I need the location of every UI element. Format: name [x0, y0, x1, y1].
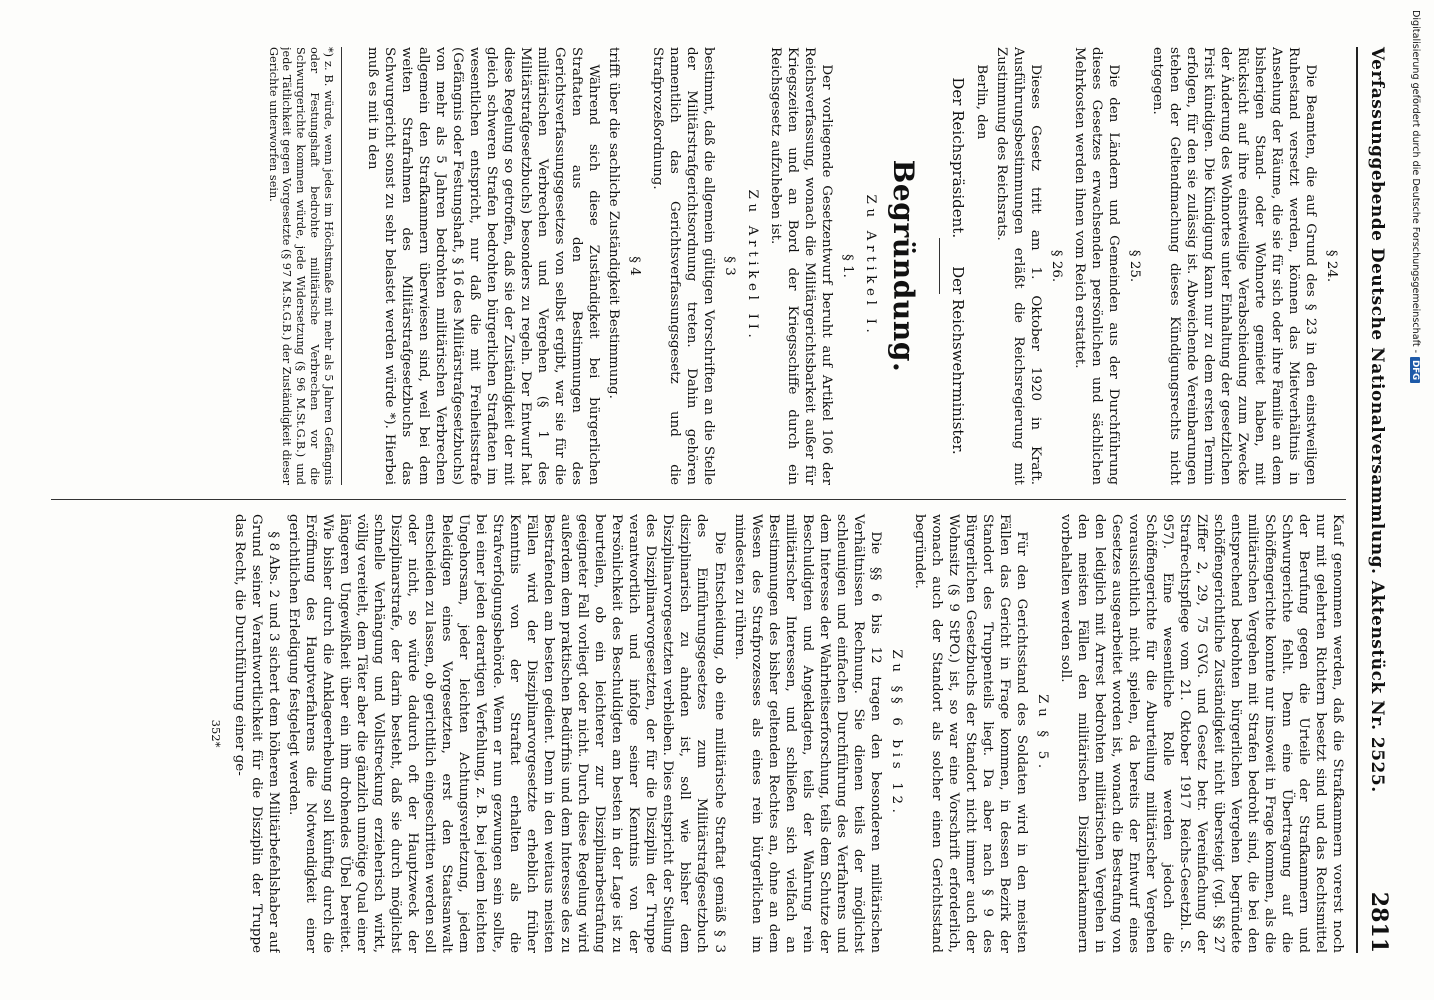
- section-25-text: Die den Ländern und Gemeinden aus der Durchführung dieses Gesetzes erwachsenden persönlichen und sächlichen Mehrkosten werden ihnen vom Reich erstattet.: [1071, 47, 1121, 485]
- begruendung-heading: Begründung.: [886, 159, 920, 373]
- zu-artikel-2-heading: Zu Artikel II.: [745, 189, 761, 343]
- separator-rule: [939, 238, 940, 294]
- page-number: 2811: [1366, 891, 1392, 953]
- header-title: Verfassunggebende Deutsche Nationalversammlung. Aktenstück Nr. 2525.: [1367, 47, 1387, 793]
- zu-section-5-heading: Zu § 5.: [1034, 694, 1050, 773]
- section-1-text: Der vorliegende Gesetzentwurf beruht auf Artikel 106 der Reichsverfassung, wonach die Militärgerichtsbarkeit außer für Kriegszeiten und an Bord der Kriegsschiffe durch ein Reichsgesetz aufzuheben ist.: [768, 47, 835, 485]
- section-4-text: Während sich diese Zuständigkeit bei bürgerlichen Straftaten aus den Bestimmungen des Gerichtsverfassungsgesetzes von selbst ergibt, war sie für die militärischen Verbrechen und Vergehen (§ 1 des Militärstrafgesetzbuchs) besonders zu regeln. Der Entwurf hat diese Regelung so getroffen, daß sie der Zuständigkeit der mit gleich schweren Strafen bedrohten bürgerlichen Straftaten im wesentlichen entspricht, nur daß die mit Freiheitsstrafe (Gefängnis oder Festungshaft, § 16 des Militärstrafgesetzbuchs) von mehr als 5 Jahren bedrohten militärischen Verbrechen allgemein den Strafkammern überwiesen sind, weil bei dem weiten Strafrahmen des Militärstrafgesetzbuchs das Schwurgericht sonst zu sehr belastet werden würde *). Hierbei muß es mit in den: [364, 47, 601, 485]
- section-8-text: § 8 Abs. 2 und 3 sichert dem höheren Militärbefehlshaber auf Grund seiner Verantwortlichkeit für die Disziplin der Truppe das Recht, die Durchführung einer ge-: [232, 514, 282, 953]
- credit-text: Digitalisierung gefördert durch die Deutsche Forschungsgemeinschaft -: [1410, 10, 1421, 354]
- right-column: [51, 500, 1346, 953]
- signature-line: [948, 47, 967, 485]
- digitization-credit: [1410, 10, 1421, 383]
- sections-6-12-text: Die §§ 6 bis 12 tragen den besonderen militärischen Verhältnissen Rechnung. Sie dienen teils der möglichst schleunigen und einfachen Durchführung des Verfahrens und dem Interesse der Wahrheitserforschung, teils dem Schutze der Beschuldigten und Angeklagten, teils der Wahrung rein militärischer Interessen, und schließen sich vielfach an Bestimmungen des bisher geltenden Rechtes an, ohne an dem Wesen des Strafprozesses als eines rein bürgerlichen im mindesten zu rühren.: [731, 514, 883, 953]
- section-4-lead: trifft über die sachliche Zuständigkeit Bestimmung.: [605, 47, 621, 399]
- zu-sections-6-12-heading: Zu §§ 6 bis 12.: [888, 649, 904, 818]
- section-3-text: bestimmt, daß die allgemein gültigen Vorschriften an die Stelle der Militärstrafgerichtsordnung treten. Dahin gehören namentlich das Gerichtsverfassungsgesetz und die Strafprozeßordnung.: [649, 47, 717, 485]
- page-signature-mark: 352*: [209, 719, 224, 748]
- section-5-text: Für den Gerichtsstand des Soldaten wird in den meisten Fällen das Gericht in Frage kommen, in dessen Bezirk der Standort des Truppenteils liegt. Da aber nach § 9 des Bürgerlichen Gesetzbuchs der Standort nicht immer auch der Wohnsitz (§ 9 StPO.) ist, so war eine Vorschrift erforderlich, wonach auch der Standort als solcher einen Gerichtsstand begründet.: [911, 514, 1029, 953]
- section-26-heading: § 26.: [1048, 249, 1064, 283]
- zu-artikel-1-heading: Zu Artikel I.: [863, 194, 879, 338]
- footnote-rule: [341, 47, 342, 485]
- dfg-logo: DFG: [1411, 357, 1421, 383]
- place-date-line: Berlin, den: [973, 64, 989, 140]
- section-24-text: Die Beamten, die auf Grund des § 23 in den einstweiligen Ruhestand versetzt werden, können das Mietverhältnis in Ansehung der Räume, die sie für sich oder ihre Familie an dem bisherigen Stand- oder Wohnorte gemietet haben, mit Rücksicht auf ihre einstweilige Verabschiedung zum Zwecke der Änderung des Wohnortes unter Einhaltung der gesetzlichen Frist kündigen. Die Kündigung kann nur zu dem ersten Termin erfolgen, für den sie zulässig ist. Abweichende Vereinbarungen stehen der Geltendmachung dieses Kündigungsrechts nicht entgegen.: [1149, 47, 1319, 485]
- section-26-text: Dieses Gesetz tritt am 1. Oktober 1920 in Kraft. Ausführungsbestimmungen erläßt die Reichsregierung mit Zustimmung des Reichsrats.: [993, 47, 1043, 485]
- page-header: [1356, 47, 1392, 953]
- continuation-text: Kauf genommen werden, daß die Strafkammern vorerst noch nur mit gelehrten Richtern besetzt sind und das Rechtsmittel der Berufung gegen die Urteile der Strafkammern und Schwurgerichte fehlt. Denn eine Übertragung auf die Schöffengerichte konnte nur insoweit in Frage kommen, als die militärischen Vergehen mit Strafen bedroht sind, die bei den entsprechend bedrohten bürgerlichen Vergehen begründete schöffengerichtliche Zuständigkeit nicht übersteigt (vgl. §§ 27 Ziffer 2, 29, 75 GVG. und Gesetz betr. Vereinfachung der Strafrechtspflege vom 21. Oktober 1917 Reichs-Gesetzbl. S. 957). Eine wesentliche Rolle werden jedoch die Schöffengerichte für die Aburteilung militärischer Vergehen voraussichtlich nicht spielen, da bereits der Entwurf eines Gesetzes ausgearbeitet worden ist, wonach die Bestrafung von den lediglich mit Arrest bedrohten militärischen Vergehen in den meisten Fällen den militärischen Disziplinarkammern vorbehalten werden soll.: [1057, 514, 1346, 953]
- document-page: [20, 25, 1410, 975]
- section-25-heading: § 25.: [1126, 249, 1142, 283]
- section-1-heading: § 1.: [840, 254, 856, 278]
- two-column-body: [51, 47, 1346, 953]
- section-24-heading: § 24.: [1324, 249, 1340, 283]
- section-3-heading: § 3: [722, 256, 738, 276]
- signature-reichspraesident: Der Reichspräsident.: [948, 77, 967, 239]
- section-4-heading: § 4: [626, 256, 642, 276]
- sections-6-12-text-2: Die Entscheidung, ob eine militärische Straftat gemäß § 3 des Einführungsgesetzes zum Militärstrafgesetzbuch disziplinarisch zu ahnden ist, soll wie bisher dem Disziplinarvorgesetzten verbleiben. Dies entspricht der Stellung des Disziplinarvorgesetzten, der für die Disziplin der Truppe verantwortlich und infolge seiner Kenntnis von der Persönlichkeit des Beschuldigten am besten in der Lage ist zu beurteilen, ob ein leichterer zur Disziplinarbestrafung geeigneter Fall vorliegt oder nicht. Durch diese Regelung wird außerdem dem praktischen Bedürfnis und dem Interesse des zu Bestrafenden am besten gedient. Denn in den weitaus meisten Fällen wird der Disziplinarvorgesetzte erheblich früher Kenntnis von der Straftat erhalten als die Strafverfolgungsbehörde. Wenn er nun gezwungen sein sollte, bei einer jeden derartigen Verfehlung, z. B. bei jedem leichten Ungehorsam, jeder leichten Achtungsverletzung, jedem Beleidigen eines Vorgesetzten, erst den Staatsanwalt entscheiden zu lassen, ob gerichtlich eingeschritten werden soll oder nicht, so würde dadurch oft der Hauptzweck der Disziplinarstrafe, der darin besteht, daß sie durch möglichst schnelle Verhängung und Vollstreckung erzieherisch wirkt, völlig vereitelt, dem Täter aber die gänzlich unnötige Qual einer längeren Ungewißheit über ein ihm drohendes Übel bereitet. Wie bisher durch die Anklageerhebung soll künftig durch die Eröffnung des Hauptverfahrens die Notwendigkeit einer gerichtlichen Erledigung festgelegt werden.: [286, 514, 727, 953]
- signature-reichswehrminister: Der Reichswehrminister.: [948, 266, 967, 455]
- left-column: [51, 47, 1346, 500]
- footnote: *) z. B. würde, wenn jedes im Höchstmaße mit mehr als 5 Jahren Gefängnis oder Festungshaft bedrohte militärische Verbrechen vor die Schwurgerichte kommen würde, jede Widersetzung (§ 96 M.St.G.B.) und jede Tätlichkeit gegen Vorgesetzte (§ 97 M.St.G.B.) der Zuständigkeit dieser Gerichte unterworfen sein.: [266, 47, 335, 485]
